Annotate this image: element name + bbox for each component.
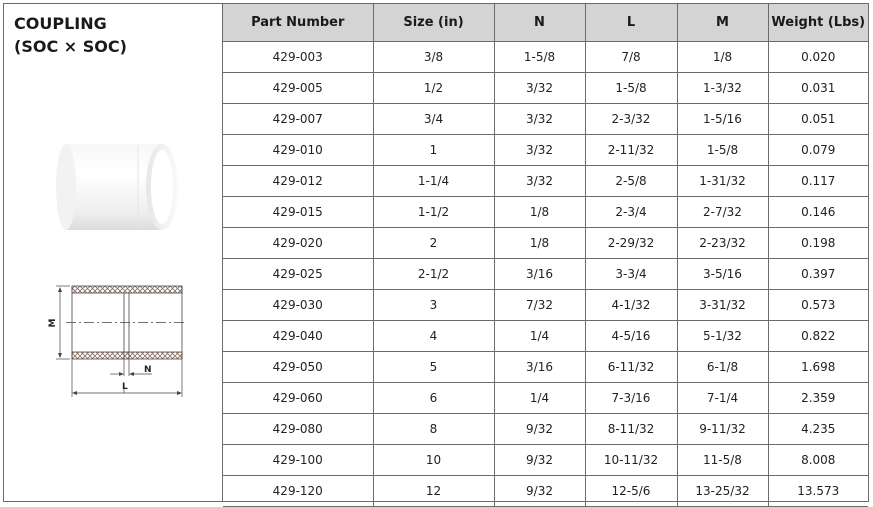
- table-cell: 2-3/4: [585, 197, 677, 228]
- table-cell: 8: [373, 414, 494, 445]
- table-cell: 2-29/32: [585, 228, 677, 259]
- table-cell: 1/4: [494, 321, 585, 352]
- table-cell: 6-11/32: [585, 352, 677, 383]
- table-cell: 429-040: [223, 321, 373, 352]
- product-title-line1: COUPLING: [14, 14, 107, 33]
- table-cell: 12: [373, 476, 494, 507]
- table-cell: 6-1/8: [677, 352, 768, 383]
- table-cell: 1/4: [494, 383, 585, 414]
- table-cell: 5-1/32: [677, 321, 768, 352]
- table-cell: 3/32: [494, 166, 585, 197]
- table-row: [223, 383, 868, 414]
- column-header: Size (in): [373, 4, 494, 42]
- table-cell: 1-5/16: [677, 104, 768, 135]
- table-cell: 0.051: [768, 104, 868, 135]
- table-cell: 7/32: [494, 290, 585, 321]
- table-body: [223, 42, 868, 507]
- table-cell: 9/32: [494, 414, 585, 445]
- table-cell: 4: [373, 321, 494, 352]
- table-cell: 0.146: [768, 197, 868, 228]
- product-title-line2: (SOC × SOC): [14, 37, 127, 56]
- table-cell: 4-1/32: [585, 290, 677, 321]
- column-header: Weight (Lbs): [768, 4, 868, 42]
- table-cell: 1-1/4: [373, 166, 494, 197]
- table-cell: 0.573: [768, 290, 868, 321]
- table-cell: 1-31/32: [677, 166, 768, 197]
- column-header: N: [494, 4, 585, 42]
- table-cell: 429-012: [223, 166, 373, 197]
- table-row: [223, 104, 868, 135]
- table-row: [223, 135, 868, 166]
- table-header-row: [223, 4, 868, 42]
- table-cell: 2-5/8: [585, 166, 677, 197]
- table-cell: 0.397: [768, 259, 868, 290]
- table-cell: 10-11/32: [585, 445, 677, 476]
- table-cell: 2.359: [768, 383, 868, 414]
- column-header: L: [585, 4, 677, 42]
- table-cell: 3/16: [494, 352, 585, 383]
- table-row: [223, 73, 868, 104]
- table-cell: 0.031: [768, 73, 868, 104]
- table-cell: 1-1/2: [373, 197, 494, 228]
- table-cell: 7/8: [585, 42, 677, 73]
- coupling-dimension-drawing: [40, 276, 185, 401]
- table-row: [223, 259, 868, 290]
- table-cell: 429-010: [223, 135, 373, 166]
- table-row: [223, 352, 868, 383]
- table-cell: 0.198: [768, 228, 868, 259]
- table-cell: 13.573: [768, 476, 868, 507]
- table-cell: 2: [373, 228, 494, 259]
- table-cell: 429-060: [223, 383, 373, 414]
- table-cell: 3/16: [494, 259, 585, 290]
- table-cell: 10: [373, 445, 494, 476]
- spec-sheet: [3, 3, 869, 502]
- table-cell: 3: [373, 290, 494, 321]
- table-cell: 0.822: [768, 321, 868, 352]
- column-header: Part Number: [223, 4, 373, 42]
- table-cell: 0.020: [768, 42, 868, 73]
- table-cell: 4.235: [768, 414, 868, 445]
- product-title: [14, 12, 127, 58]
- table-cell: 2-3/32: [585, 104, 677, 135]
- table-cell: 6: [373, 383, 494, 414]
- table-cell: 1/8: [677, 42, 768, 73]
- table-cell: 0.117: [768, 166, 868, 197]
- table-cell: 0.079: [768, 135, 868, 166]
- table-cell: 5: [373, 352, 494, 383]
- table-cell: 4-5/16: [585, 321, 677, 352]
- table-cell: 3/8: [373, 42, 494, 73]
- dimension-label-m: M: [48, 318, 58, 328]
- table-cell: 429-007: [223, 104, 373, 135]
- table-cell: 3-5/16: [677, 259, 768, 290]
- table-cell: 429-020: [223, 228, 373, 259]
- table-cell: 11-5/8: [677, 445, 768, 476]
- product-panel: [4, 4, 223, 501]
- table-cell: 1/8: [494, 228, 585, 259]
- table-cell: 3/4: [373, 104, 494, 135]
- table-cell: 8-11/32: [585, 414, 677, 445]
- table-row: [223, 197, 868, 228]
- table-cell: 1/8: [494, 197, 585, 228]
- table-cell: 3-31/32: [677, 290, 768, 321]
- table-row: [223, 321, 868, 352]
- table-cell: 429-025: [223, 259, 373, 290]
- table-cell: 429-005: [223, 73, 373, 104]
- table-cell: 7-1/4: [677, 383, 768, 414]
- table-cell: 3/32: [494, 104, 585, 135]
- table-cell: 9/32: [494, 476, 585, 507]
- table-cell: 429-100: [223, 445, 373, 476]
- table-cell: 429-030: [223, 290, 373, 321]
- table-row: [223, 445, 868, 476]
- specs-table: [223, 4, 868, 507]
- table-row: [223, 42, 868, 73]
- dimension-label-n: N: [144, 365, 152, 375]
- table-cell: 1-5/8: [677, 135, 768, 166]
- table-cell: 429-080: [223, 414, 373, 445]
- table-cell: 3-3/4: [585, 259, 677, 290]
- table-cell: 3/32: [494, 135, 585, 166]
- table-cell: 2-11/32: [585, 135, 677, 166]
- table-cell: 1-5/8: [585, 73, 677, 104]
- table-cell: 12-5/6: [585, 476, 677, 507]
- table-cell: 429-120: [223, 476, 373, 507]
- table-cell: 2-7/32: [677, 197, 768, 228]
- table-row: [223, 414, 868, 445]
- table-cell: 9-11/32: [677, 414, 768, 445]
- table-cell: 13-25/32: [677, 476, 768, 507]
- table-cell: 1/2: [373, 73, 494, 104]
- table-row: [223, 228, 868, 259]
- table-cell: 8.008: [768, 445, 868, 476]
- table-cell: 2-1/2: [373, 259, 494, 290]
- table-cell: 429-015: [223, 197, 373, 228]
- table-cell: 2-23/32: [677, 228, 768, 259]
- table-row: [223, 166, 868, 197]
- table-cell: 1.698: [768, 352, 868, 383]
- table-cell: 9/32: [494, 445, 585, 476]
- dimension-label-l: L: [122, 382, 128, 392]
- table-cell: 429-050: [223, 352, 373, 383]
- table-cell: 1: [373, 135, 494, 166]
- table-row: [223, 290, 868, 321]
- table-cell: 429-003: [223, 42, 373, 73]
- table-row: [223, 476, 868, 507]
- table-cell: 3/32: [494, 73, 585, 104]
- table-cell: 7-3/16: [585, 383, 677, 414]
- column-header: M: [677, 4, 768, 42]
- table-cell: 1-3/32: [677, 73, 768, 104]
- coupling-photo: [44, 136, 179, 238]
- table-cell: 1-5/8: [494, 42, 585, 73]
